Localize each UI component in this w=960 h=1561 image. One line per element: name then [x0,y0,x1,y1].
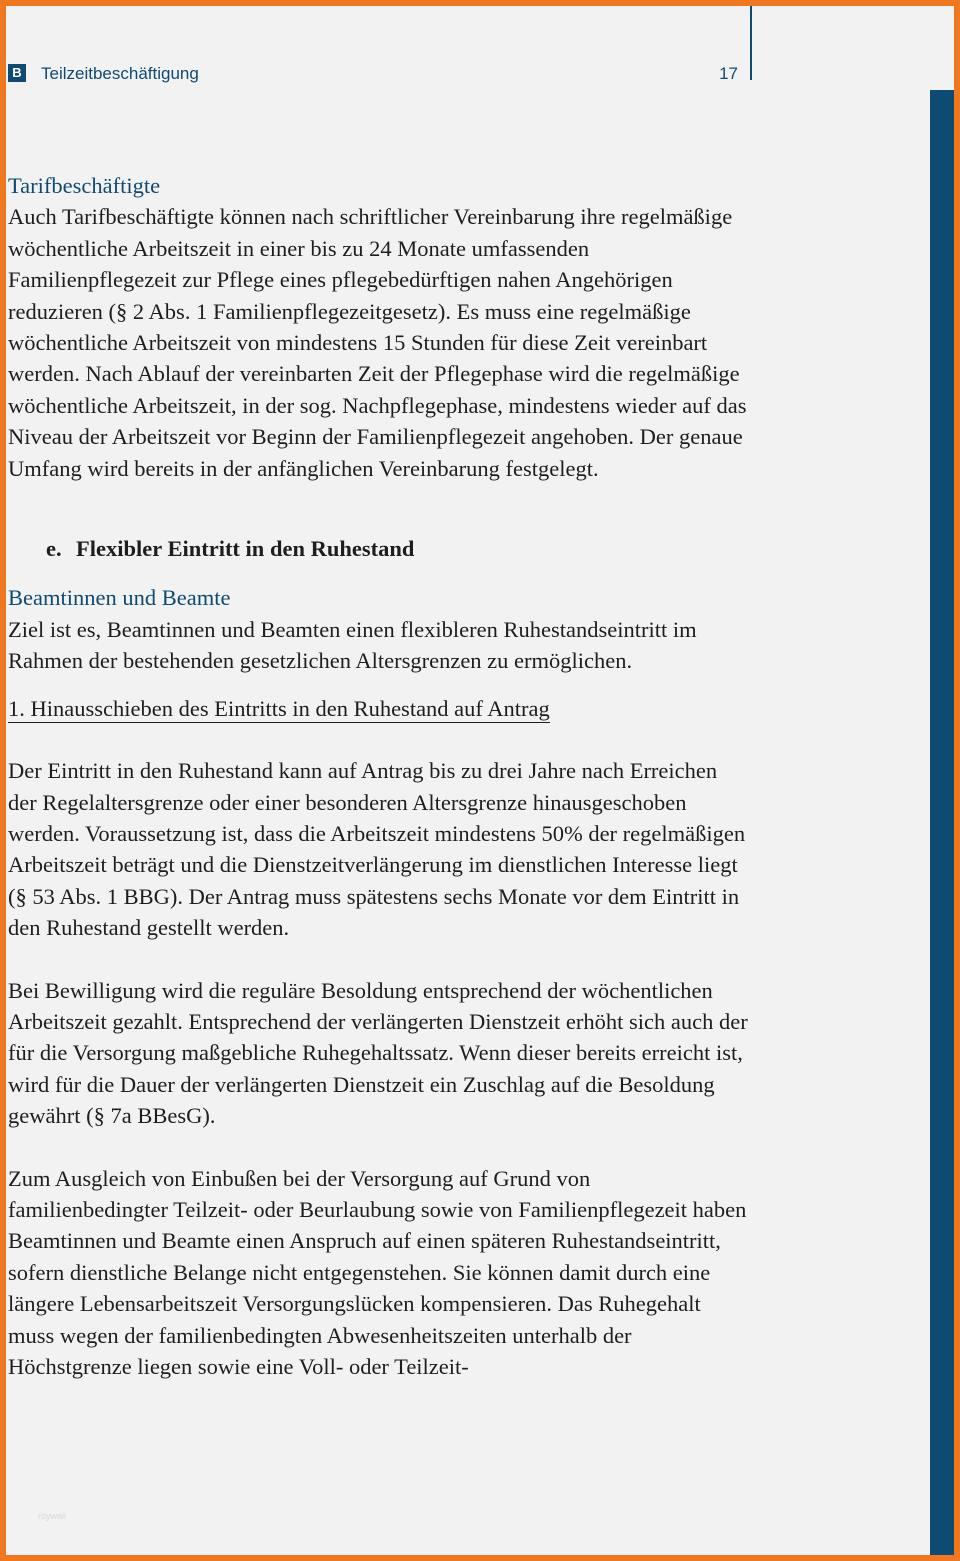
body-content [8,170,750,1382]
underlined-subsection-heading: 1. Hinausschieben des Eintritts in den Ruhestand auf Antrag [8,695,550,721]
spacer [8,1132,750,1163]
right-accent-bar [930,90,954,1555]
watermark: roywall [38,1511,67,1521]
section-title: Flexibler Eintritt in den Ruhestand [76,536,415,562]
paragraph-beamte-intro: Ziel ist es, Beamtinnen und Beamten einen flexibleren Ruhestandseintritt im Rahmen der bestehenden gesetzlichen Altersgrenzen zu ermöglichen. [8,616,697,674]
header-divider [750,6,752,80]
subheading-beamte: Beamtinnen und Beamte [8,585,231,611]
spacer [8,677,750,693]
chapter-badge: B [8,64,26,82]
running-header [8,64,738,88]
paragraph-bewilligung: Bei Bewilligung wird die reguläre Besoldung entsprechend der wöchentlichen Arbeitszeit gezahlt. Entsprechend der verlängerten Dienstzeit erhöht sich auch der für die Versorgung maßgebliche Ruhegehaltssatz. Wenn dieser bereits erreicht ist, wird für die Dauer der verlängerten Dienstzeit ein Zuschlag auf die Besoldung gewährt (§ 7a BBesG). [8,977,748,1129]
paragraph-tarif: Auch Tarifbeschäftigte können nach schriftlicher Vereinbarung ihre regelmäßige wöchentliche Arbeitszeit in einer bis zu 24 Monate umfassenden Familienpflegezeit zur Pflege eines pflegebedürftigen nahen Angehörigen reduzieren (§ 2 Abs. 1 Familienpflegezeitgesetz). Es muss eine regelmäßige wöchentliche Arbeitszeit von mindestens 15 Stunden für diese Zeit vereinbart werden. Nach Ablauf der vereinbarten Zeit der Pflegephase wird die regelmäßige wöchentliche Arbeitszeit, in der sog. Nachpflegephase, mindestens wieder auf das Niveau der Arbeitszeit vor Beginn der Familienpflegezeit angehoben. Der genaue Umfang wird bereits in der anfänglichen Vereinbarung festgelegt. [8,204,747,481]
page-number: 17 [719,64,738,83]
paragraph-hinausschieben: Der Eintritt in den Ruhestand kann auf Antrag bis zu drei Jahre nach Erreichen der Regelaltersgrenze oder einer besonderen Altersgrenze hinausgeschoben werden. Voraussetzung ist, dass die Arbeitszeit mindestens 50% der regelmäßigen Arbeitszeit beträgt und die Dienstzeitverlängerung im dienstlichen Interesse liegt (§ 53 Abs. 1 BBG). Der Antrag muss spätestens sechs Monate vor dem Eintritt in den Ruhestand gestellt werden. [8,758,746,941]
running-title: Teilzeitbeschäftigung [41,64,199,83]
section-number: e. [46,536,62,562]
spacer [8,724,750,755]
paragraph-ausgleich: Zum Ausgleich von Einbußen bei der Versorgung auf Grund von familienbedingter Teilzeit- oder Beurlaubung sowie von Familienpflegezeit haben Beamtinnen und Beamte einen Anspruch auf einen späteren Ruhestandseintritt, sofern dienstliche Belange nicht entgegenstehen. Sie können damit durch eine längere Lebensarbeitszeit Versorgungslücken kompensieren. Das Ruhegehalt muss wegen der familienbedingten Abwesenheitszeiten unterhalb der Höchstgrenze liegen sowie eine Voll- oder Teilzeit- [8,1165,747,1379]
subheading-tarif: Tarifbeschäftigte [8,173,161,198]
spacer [8,944,750,975]
section-heading [46,533,750,564]
